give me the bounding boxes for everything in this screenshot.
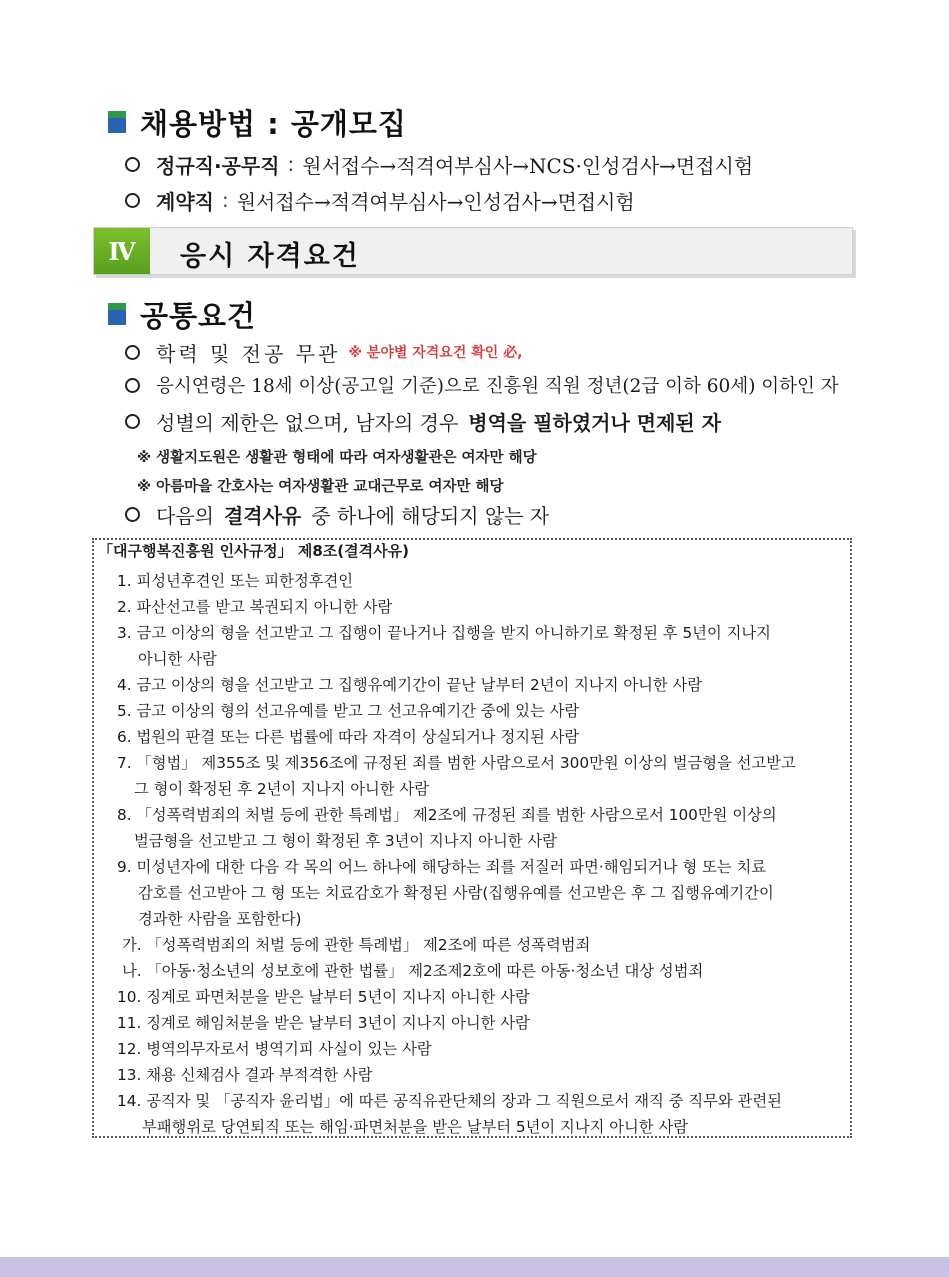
list-item-continuation: 부패행위로 당연퇴직 또는 해임·파면처분을 받은 날부터 5년이 지나지 아니한 사람 [142,1118,688,1136]
bottom-bar [0,1257,949,1277]
list-item: 8. 「성폭력범죄의 처벌 등에 관한 특례법」 제2조에 규정된 죄를 범한 사람으로서 100만원 이상의 [117,806,777,824]
list-item: 5. 금고 이상의 형의 선고유예를 받고 그 선고유예기간 중에 있는 사람 [117,702,580,720]
list-item: 12. 병역의무자로서 병역기피 사실이 있는 사람 [117,1040,432,1058]
bullet-separator: : [287,152,295,176]
bullet-note: ※ 분야별 자격요건 확인 必, [348,345,523,361]
list-item: 13. 채용 신체검사 결과 부적격한 사람 [117,1066,373,1084]
bullet-contract-staff [125,184,635,216]
note-dormitory: ※ 생활지도원은 생활관 형태에 따라 여자생활관은 여자만 해당 [137,450,537,466]
list-item: 4. 금고 이상의 형을 선고받고 그 집행유예기간이 끝난 날부터 2년이 지나지 아니한 사람 [117,676,703,694]
section-header-common-requirements [108,294,256,334]
section-title: 공통요건 [140,298,257,333]
bullet-education [125,336,522,368]
list-subitem: 가. 「성폭력범죄의 처벌 등에 관한 특례법」 제2조에 따른 성폭력범죄 [122,936,591,954]
list-item: 1. 피성년후견인 또는 피한정후견인 [117,572,354,590]
list-item: 2. 파산선고를 받고 복권되지 아니한 사람 [117,598,393,616]
bullet-text: 응시연령은 18세 이상(공고일 기준)으로 진흥원 직원 정년(2급 이하 60세) 이하인 자 [156,376,839,397]
circle-bullet-icon [125,378,140,393]
section-square-icon [108,111,126,133]
bullet-age [125,369,839,401]
bullet-text: 학력 및 전공 무관 [156,341,341,366]
list-item-continuation: 경과한 사람을 포함한다) [138,910,302,928]
circle-bullet-icon [125,414,140,429]
circle-bullet-icon [125,193,140,208]
bullet-separator: : [221,188,229,212]
bullet-disqualification [125,498,549,530]
box-title: 「대구행복진흥원 인사규정」 제8조(결격사유) [98,542,409,560]
chapter-numeral: Ⅳ [94,228,150,274]
bullet-gender [125,405,721,437]
list-item: 14. 공직자 및 「공직자 윤리법」에 따른 공직유관단체의 장과 그 직원으로서 재직 중 직무와 관련된 [117,1092,782,1110]
bullet-regular-staff [125,148,753,180]
list-item-continuation: 감호를 선고받아 그 형 또는 치료감호가 확정된 사람(집행유예를 선고받은 후 그 집행유예기간이 [138,884,774,902]
list-item: 3. 금고 이상의 형을 선고받고 그 집행이 끝나거나 집행을 받지 아니하기로 확정된 후 5년이 지나지 [117,624,771,642]
bullet-text: 성별의 제한은 없으며, 남자의 경우 [156,410,459,435]
section-header-recruitment-method [108,102,407,142]
bullet-text: 원서접수→적격여부심사→NCS·인성검사→면접시험 [302,153,754,178]
list-item-continuation: 벌금형을 선고받고 그 형이 확정된 후 3년이 지나지 아니한 사람 [134,832,557,850]
bullet-text: 원서접수→적격여부심사→인성검사→면접시험 [236,189,635,214]
bullet-text: 중 하나에 해당되지 않는 자 [311,503,550,528]
bullet-bold-text: 병역을 필하였거나 면제된 자 [468,410,722,435]
list-item-continuation: 아니한 사람 [138,650,217,668]
bullet-label: 정규직·공무직 [156,153,280,178]
note-nurse: ※ 아름마을 간호사는 여자생활관 교대근무로 여자만 해당 [137,479,504,495]
list-item: 7. 「형법」 제355조 및 제356조에 규정된 죄를 범한 사람으로서 300만원 이상의 벌금형을 선고받고 [117,754,796,772]
bullet-label: 계약직 [156,189,214,214]
circle-bullet-icon [125,507,140,522]
circle-bullet-icon [125,345,140,360]
circle-bullet-icon [125,157,140,172]
bullet-text: 다음의 [156,503,214,528]
list-item: 6. 법원의 판결 또는 다른 법률에 따라 자격이 상실되거나 정지된 사람 [117,728,580,746]
list-item: 9. 미성년자에 대한 다음 각 목의 어느 하나에 해당하는 죄를 저질러 파면·해임되거나 형 또는 치료 [117,858,767,876]
section-square-icon [108,303,126,325]
section-title: 채용방법 : 공개모집 [140,106,407,141]
bullet-bold-text: 결격사유 [223,503,302,528]
chapter-title: 응시 자격요건 [180,241,360,272]
list-item: 10. 징계로 파면처분을 받은 날부터 5년이 지나지 아니한 사람 [117,988,530,1006]
chapter-header [93,227,853,275]
list-subitem: 나. 「아동·청소년의 성보호에 관한 법률」 제2조제2호에 따른 아동·청소년 대상 성범죄 [122,962,704,980]
list-item: 11. 징계로 해임처분을 받은 날부터 3년이 지나지 아니한 사람 [117,1014,530,1032]
list-item-continuation: 그 형이 확정된 후 2년이 지나지 아니한 사람 [134,780,429,798]
